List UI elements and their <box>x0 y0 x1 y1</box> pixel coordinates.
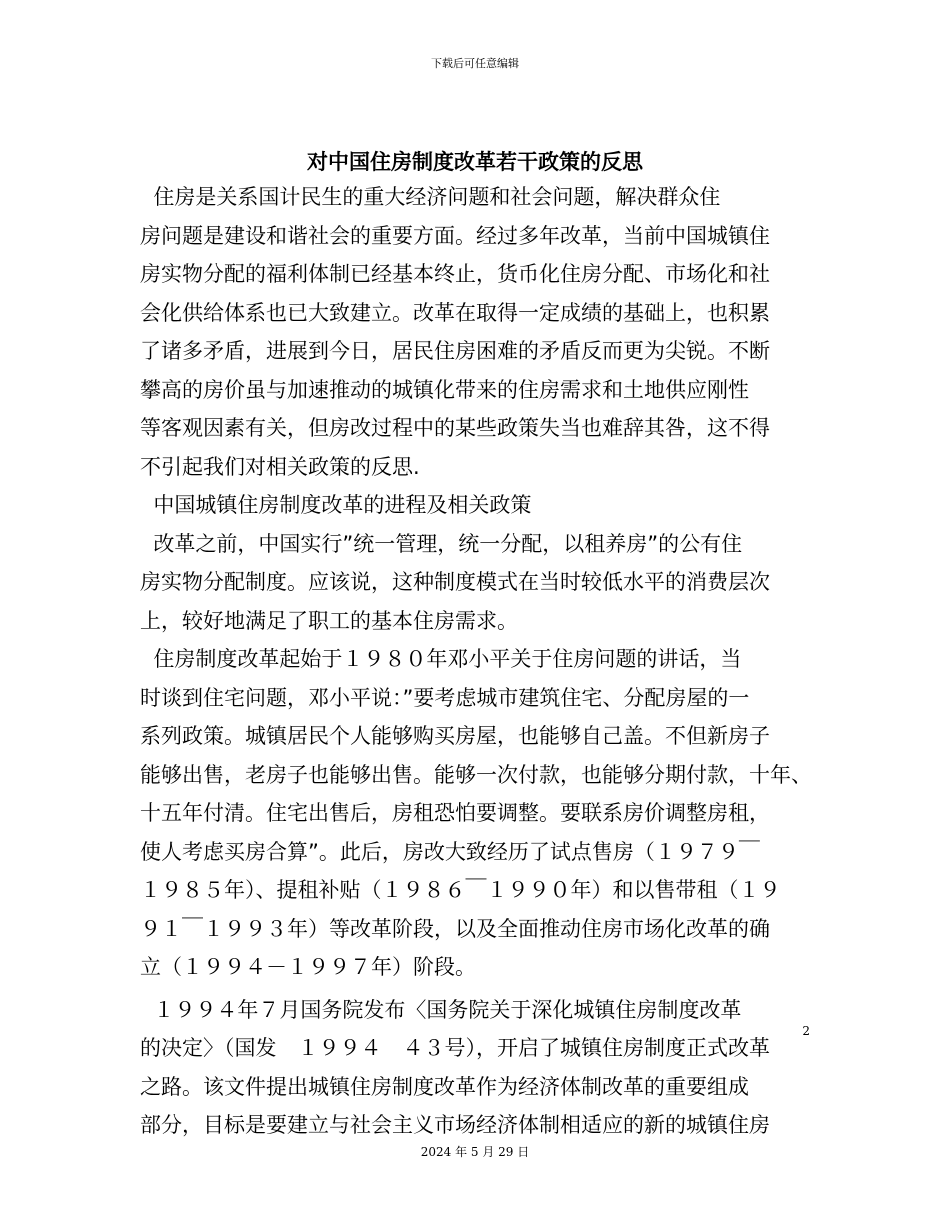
paragraph-line: 了诸多矛盾，进展到今日，居民住房困难的矛盾反而更为尖锐。不断 <box>140 339 770 363</box>
paragraph-line: 立（１９９４－１９９７年）阶段。 <box>140 955 476 979</box>
paragraph-line: 房问题是建设和谐社会的重要方面。经过多年改革，当前中国城镇住 <box>140 223 770 248</box>
paragraph-line: １９９４年７月国务院发布〈国务院关于深化城镇住房制度改革 <box>140 997 742 1022</box>
paragraph-line: 不引起我们对相关政策的反思. <box>140 454 420 479</box>
paragraph-line: 使人考虑买房合算”。此后，房改大致经历了试点售房（１９７９￣ <box>140 839 760 864</box>
paragraph-line: 攀高的房价虽与加速推动的城镇化带来的住房需求和土地供应刚性 <box>140 377 749 402</box>
paragraph-line: 会化供给体系也已大致建立。改革在取得一定成绩的基础上，也积累 <box>140 300 770 325</box>
paragraph-line: 等客观因素有关，但房改过程中的某些政策失当也难辞其咎，这不得 <box>140 416 770 440</box>
paragraph-line: 系列政策。城镇居民个人能够购买房屋，也能够自己盖。不但新房子 <box>140 724 770 748</box>
paragraph-line: ９１￣１９９３年）等改革阶段，以及全面推动住房市场化改革的确 <box>140 916 770 941</box>
paragraph-line: 上，较好地满足了职工的基本住房需求。 <box>140 608 518 633</box>
paragraph-line: 住房是关系国计民生的重大经济问题和社会问题，解决群众住 <box>140 185 721 209</box>
page-header: 下载后可任意编辑 <box>431 57 519 70</box>
paragraph-line: 住房制度改革起始于１９８０年邓小平关于住房问题的讲话，当 <box>140 647 742 671</box>
paragraph-line: １９８５年）、提租补贴（１９８６￣１９９０年）和以售带租（１９ <box>140 878 781 902</box>
paragraph-line: 之路。该文件提出城镇住房制度改革作为经济体制改革的重要组成 <box>140 1074 749 1099</box>
paragraph-line: 的决定〉（国发 １９９４ ４３号），开启了城镇住房制度正式改革 <box>140 1036 770 1060</box>
paragraph-line: 房实物分配制度。应该说，这种制度模式在当时较低水平的消费层次 <box>140 570 770 594</box>
page-footer-date: 2024 年 5 月 29 日 <box>420 1145 530 1159</box>
page-number: 2 <box>802 1024 810 1038</box>
paragraph-line: 十五年付清。住宅出售后，房租恐怕要调整。要联系房价调整房租， <box>140 801 770 825</box>
paragraph-line: 改革之前，中国实行”统一管理，统一分配，以租养房”的公有住 <box>140 531 743 556</box>
paragraph-line: 能够出售，老房子也能够出售。能够一次付款，也能够分期付款，十年、 <box>140 762 812 787</box>
paragraph-line: 时谈到住宅问题，邓小平说：”要考虑城市建筑住宅、分配房屋的一 <box>140 685 750 710</box>
document-body <box>140 178 820 1145</box>
section-heading: 中国城镇住房制度改革的进程及相关政策 <box>140 493 532 517</box>
document-title: 对中国住房制度改革若干政策的反思 <box>307 150 643 174</box>
paragraph-line: 房实物分配的福利体制已经基本终止，货币化住房分配、市场化和社 <box>140 262 770 286</box>
paragraph-line: 部分，目标是要建立与社会主义市场经济体制相适应的新的城镇住房 <box>140 1113 770 1137</box>
